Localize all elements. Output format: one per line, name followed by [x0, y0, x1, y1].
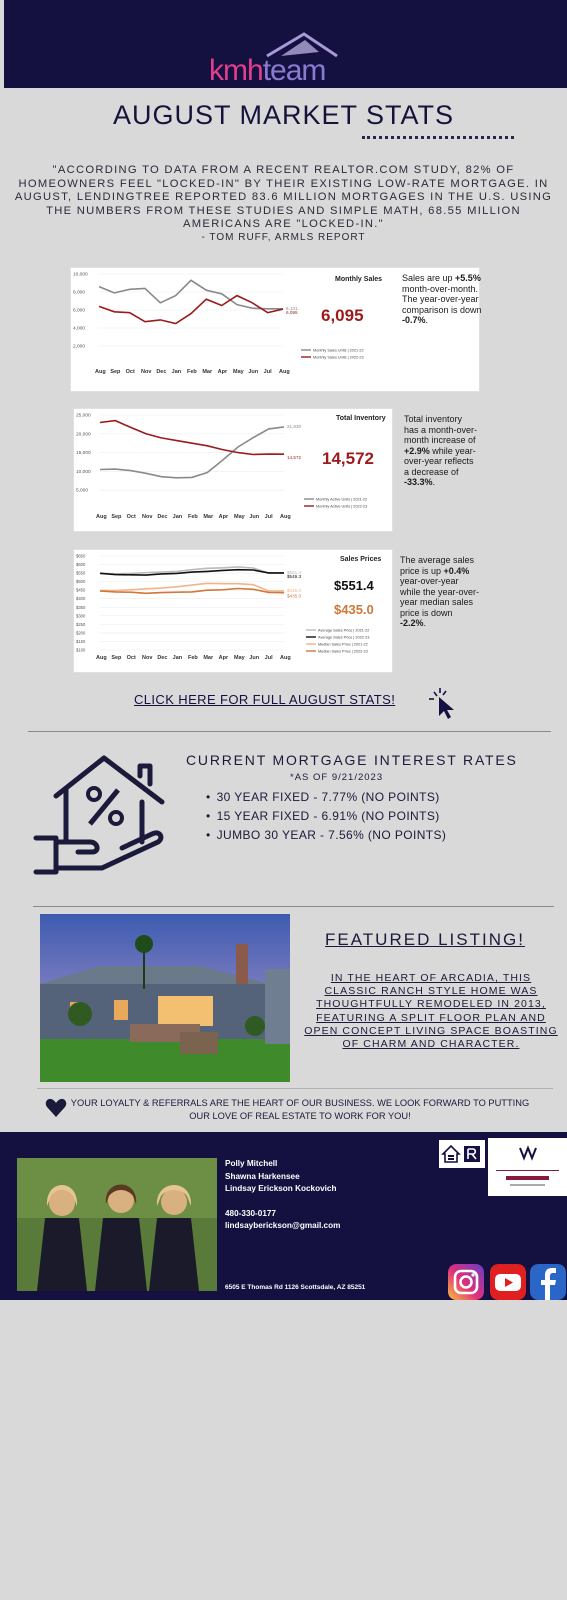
- y-tick-label: 20,000: [76, 432, 91, 438]
- y-tick-label: $650: [76, 553, 86, 559]
- series-line: [100, 570, 284, 575]
- x-tick-label: Jun: [248, 369, 259, 375]
- x-tick-label: May: [234, 655, 245, 661]
- x-tick-label: Jul: [263, 369, 272, 375]
- x-tick-label: Sep: [111, 655, 122, 661]
- y-tick-label: 15,000: [76, 451, 91, 457]
- y-tick-label: 10,000: [73, 272, 88, 278]
- end-value-label: $445.0: [287, 588, 302, 594]
- end-value-label: $551.4: [287, 570, 302, 576]
- x-tick-label: Oct: [126, 514, 136, 520]
- section-divider: [28, 731, 551, 732]
- x-tick-label: Apr: [217, 369, 228, 375]
- x-tick-label: Nov: [142, 655, 153, 661]
- team-photo: [17, 1158, 217, 1291]
- rate-item: • 15 YEAR FIXED - 6.91% (NO POINTS): [206, 807, 446, 826]
- x-tick-label: Jul: [264, 655, 273, 661]
- y-tick-label: $300: [76, 613, 86, 619]
- x-tick-label: Oct: [125, 369, 135, 375]
- legend-label: Average Sales Price | 2022-23: [318, 635, 370, 640]
- x-tick-label: May: [234, 514, 245, 520]
- y-tick-label: $200: [76, 630, 86, 636]
- featured-listing-photo[interactable]: [40, 914, 290, 1082]
- sales-prices-chart-card: [73, 549, 393, 673]
- inventory-highlight-value: 14,572: [322, 449, 374, 468]
- x-tick-label: Aug: [280, 655, 291, 661]
- facebook-icon[interactable]: [530, 1264, 566, 1300]
- quote-text: "ACCORDING TO DATA FROM A RECENT REALTOR.COM STUDY, 82% OF HOMEOWNERS FEEL "LOCKED-IN" BY THEIR EXISTING LOW-RATE MORTGAGE. IN AUGUST, LENDINGTREE REPORTED 83.6 MILLION MORTGAGES IN THE U.S. USING THE NUMBERS FROM THESE STUDIES AND SIMPLE MATH, 68.55 MILLION AMERICANS ARE "LOCKED-IN.": [14, 164, 553, 230]
- avg-price-highlight-value: $551.4: [334, 578, 374, 593]
- legend-label: Monthly Active Units | 2022-23: [316, 504, 368, 509]
- x-tick-label: Mar: [203, 514, 214, 520]
- x-tick-label: Aug: [95, 369, 106, 375]
- chart-title: Sales Prices: [340, 556, 382, 563]
- sales-highlight-value: 6,095: [321, 306, 364, 325]
- x-tick-label: Jan: [172, 514, 183, 520]
- total-inventory-chart-card: [73, 408, 393, 532]
- heart-icon: [45, 1098, 67, 1118]
- dotted-divider: [362, 136, 514, 139]
- x-tick-label: Nov: [141, 369, 152, 375]
- sales-note: Sales are up +5.5% month-over-month. The year-over-year comparison is down -0.7%.: [402, 273, 482, 325]
- office-address: 6505 E Thomas Rd 1126 Scottsdale, AZ 85251: [225, 1284, 366, 1291]
- x-tick-label: Feb: [188, 655, 198, 661]
- legend-label: Monthly Sales Units | 2021-22: [313, 348, 364, 353]
- median-price-highlight-value: $435.0: [334, 602, 374, 617]
- rates-list: [206, 788, 446, 845]
- legend-label: Monthly Active Units | 2021-22: [316, 497, 368, 502]
- end-value-label: $549.3: [287, 573, 302, 579]
- x-tick-label: May: [233, 369, 244, 375]
- equal-housing-realtor-icon: [439, 1140, 485, 1168]
- end-value-label: 21,830: [287, 423, 302, 429]
- end-value-label: 14,572: [287, 455, 302, 461]
- agent-name: Shawna Harkensee: [225, 1171, 300, 1181]
- x-tick-label: Nov: [142, 514, 153, 520]
- full-stats-link[interactable]: CLICK HERE FOR FULL AUGUST STATS!: [134, 692, 396, 707]
- page-title: AUGUST MARKET STATS: [112, 100, 455, 130]
- logo-kmh: kmh: [209, 54, 263, 87]
- x-tick-label: Jan: [172, 655, 183, 661]
- x-tick-label: Jun: [249, 655, 260, 661]
- y-tick-label: 4,000: [73, 326, 86, 332]
- y-tick-label: $250: [76, 621, 86, 627]
- phone-number[interactable]: 480-330-0177: [225, 1208, 276, 1218]
- section-divider: [37, 1088, 553, 1089]
- x-tick-label: Dec: [156, 369, 167, 375]
- email-address[interactable]: lindsayberickson@gmail.com: [225, 1221, 341, 1230]
- x-tick-label: Dec: [157, 514, 168, 520]
- y-tick-label: 8,000: [73, 290, 86, 296]
- logo-team: team: [262, 54, 326, 87]
- y-tick-label: $150: [76, 638, 86, 644]
- y-tick-label: 6,000: [73, 308, 86, 314]
- end-value-label: $435.0: [287, 593, 302, 599]
- x-tick-label: Mar: [202, 369, 213, 375]
- x-tick-label: Mar: [203, 655, 214, 661]
- rates-title: CURRENT MORTGAGE INTEREST RATES: [186, 752, 518, 768]
- inventory-note: Total inventory has a month-over-month increase of +2.9% while year-over-year reflects a decrease of -33.3%.: [404, 414, 478, 487]
- rate-item: • JUMBO 30 YEAR - 7.56% (NO POINTS): [206, 826, 446, 845]
- x-tick-label: Feb: [187, 369, 197, 375]
- kmh-team-logo[interactable]: [209, 30, 349, 86]
- y-tick-label: $400: [76, 596, 86, 602]
- rate-item: • 30 YEAR FIXED - 7.77% (NO POINTS): [206, 788, 446, 807]
- y-tick-label: $600: [76, 562, 86, 568]
- chart-title: Monthly Sales: [335, 276, 383, 283]
- x-tick-label: Sep: [110, 369, 121, 375]
- x-tick-label: Jan: [171, 369, 182, 375]
- x-tick-label: Aug: [96, 514, 107, 520]
- house-percent-icon: [32, 750, 167, 880]
- x-tick-label: Feb: [188, 514, 198, 520]
- x-tick-label: Aug: [279, 369, 290, 375]
- y-tick-label: 5,000: [76, 488, 89, 494]
- x-tick-label: Dec: [157, 655, 168, 661]
- loyalty-message: YOUR LOYALTY & REFERRALS ARE THE HEART OF OUR BUSINESS. WE LOOK FORWARD TO PUTTING OUR LOVE OF REAL ESTATE TO WORK FOR YOU!: [70, 1098, 530, 1121]
- featured-description: IN THE HEART OF ARCADIA, THIS CLASSIC RANCH STYLE HOME WAS THOUGHTFULLY REMODELED IN 2013, FEATURING A SPLIT FLOOR PLAN AND OPEN CONCEPT LIVING SPACE BOASTING OF CHARM AND CHARACTER.: [304, 972, 558, 1051]
- total-inventory-chart: [74, 409, 392, 531]
- header-banner: [4, 0, 567, 88]
- y-tick-label: $550: [76, 570, 86, 576]
- agent-name: Polly Mitchell: [225, 1159, 278, 1168]
- series-line: [100, 421, 284, 455]
- brokerage-logo: [488, 1138, 567, 1196]
- x-tick-label: Oct: [126, 655, 136, 661]
- legend-label: Monthly Sales Units | 2022-23: [313, 355, 364, 360]
- section-divider: [33, 906, 554, 907]
- y-tick-label: $350: [76, 604, 86, 610]
- x-tick-label: Apr: [218, 655, 229, 661]
- legend-label: Average Sales Price | 2021-22: [318, 628, 370, 633]
- series-line: [99, 296, 283, 324]
- instagram-icon[interactable]: [448, 1264, 484, 1300]
- y-tick-label: 25,000: [76, 413, 91, 419]
- y-tick-label: $450: [76, 587, 86, 593]
- youtube-icon[interactable]: [490, 1264, 526, 1300]
- y-tick-label: $500: [76, 579, 86, 585]
- prices-note: The average sales price is up +0.4% year-over-year while the year-over-year median sales price is down -2.2%.: [400, 555, 480, 628]
- x-tick-label: Sep: [111, 514, 122, 520]
- chart-title: Total Inventory: [336, 415, 386, 422]
- legend-label: Median Sales Price | 2022-23: [318, 649, 368, 654]
- legend-label: Median Sales Price | 2021-22: [318, 642, 368, 647]
- quote-author: - TOM RUFF, ARMLS REPORT: [201, 232, 366, 243]
- end-value-label: 6,131: [286, 305, 298, 311]
- contact-block: [225, 1158, 340, 1233]
- rates-as-of: *AS OF 9/21/2023: [290, 772, 384, 783]
- agent-name: Lindsay Erickson Kockovich: [225, 1184, 337, 1193]
- x-tick-label: Jun: [249, 514, 260, 520]
- y-tick-label: 2,000: [73, 344, 86, 350]
- x-tick-label: Jul: [264, 514, 273, 520]
- x-tick-label: Aug: [280, 514, 291, 520]
- y-tick-label: $100: [76, 647, 86, 653]
- x-tick-label: Aug: [96, 655, 107, 661]
- x-tick-label: Apr: [218, 514, 229, 520]
- end-value-label: 6,095: [286, 310, 298, 316]
- cursor-click-icon: [426, 686, 460, 720]
- y-tick-label: 10,000: [76, 469, 91, 475]
- featured-title: FEATURED LISTING!: [325, 930, 525, 949]
